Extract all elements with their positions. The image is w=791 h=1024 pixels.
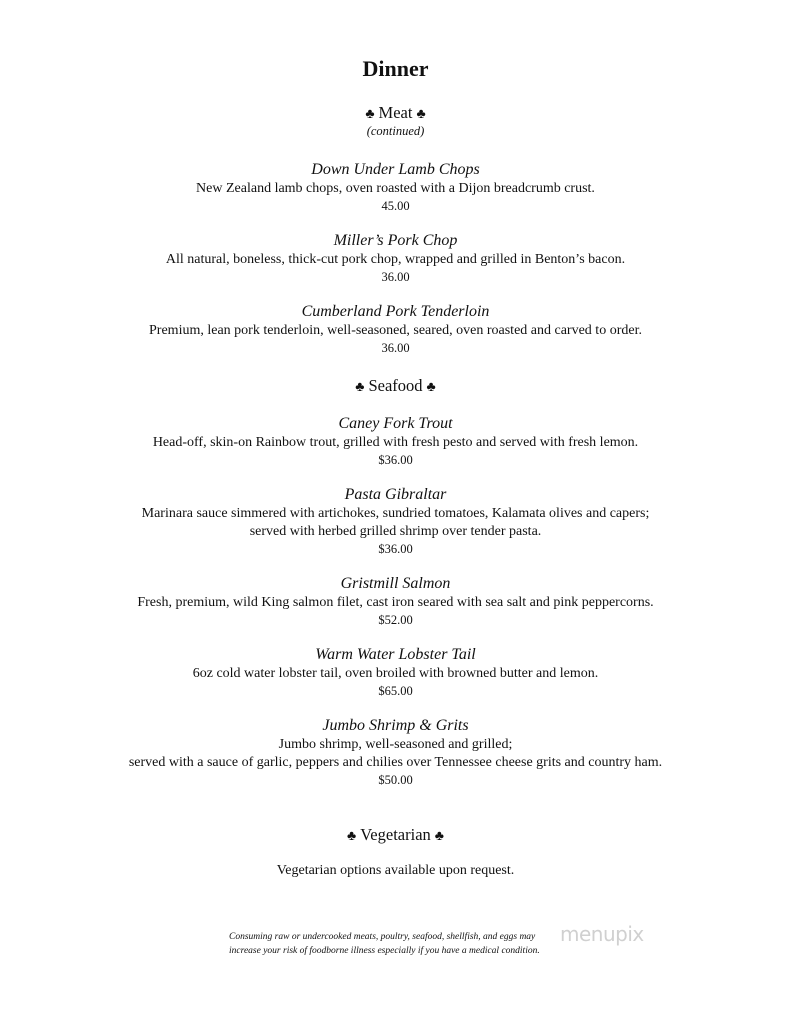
- item-description: Premium, lean pork tenderloin, well-seasoned, seared, oven roasted and carved to order.: [149, 323, 642, 338]
- item-description: served with a sauce of garlic, peppers and chilies over Tennessee cheese grits and country ham.: [128, 755, 663, 770]
- item-description: 6oz cold water lobster tail, oven broiled with browned butter and lemon.: [192, 666, 599, 681]
- club-icon: ♣: [365, 107, 375, 122]
- item-description: Jumbo shrimp, well-seasoned and grilled;: [278, 737, 513, 752]
- club-icon: ♣: [355, 380, 365, 395]
- item-description: New Zealand lamb chops, oven roasted with a Dijon breadcrumb crust.: [196, 181, 595, 196]
- menu-item: [0, 414, 791, 469]
- item-price: 36.00: [381, 270, 410, 284]
- item-name: Caney Fork Trout: [338, 415, 453, 432]
- item-price: 36.00: [381, 341, 410, 355]
- item-price: $36.00: [378, 453, 413, 467]
- item-name: Down Under Lamb Chops: [311, 161, 480, 178]
- section-heading-label: Vegetarian: [360, 825, 431, 844]
- item-price: $65.00: [378, 684, 413, 698]
- club-icon: ♣: [347, 829, 357, 844]
- item-name: Gristmill Salmon: [340, 575, 451, 592]
- item-price: $36.00: [378, 542, 413, 556]
- section-heading-label: Seafood: [368, 376, 423, 395]
- vegetarian-note: Vegetarian options available upon request.: [276, 863, 515, 878]
- page-title: Dinner: [362, 56, 429, 81]
- section-heading-meat: [0, 103, 791, 125]
- item-description: Marinara sauce simmered with artichokes, sundried tomatoes, Kalamata olives and capers;: [141, 506, 650, 521]
- club-icon: ♣: [426, 380, 436, 395]
- item-name: Pasta Gibraltar: [344, 486, 447, 503]
- item-name: Miller’s Pork Chop: [333, 232, 458, 249]
- item-price: $52.00: [378, 613, 413, 627]
- disclaimer-line: Consuming raw or undercooked meats, poultry, seafood, shellfish, and eggs may: [229, 932, 536, 942]
- disclaimer-line: increase your risk of foodborne illness especially if you have a medical condition.: [229, 946, 540, 956]
- item-price: $50.00: [378, 773, 413, 787]
- item-description: served with herbed grilled shrimp over tender pasta.: [249, 524, 542, 539]
- menu-item: [0, 716, 791, 789]
- menu-item: [0, 574, 791, 629]
- item-name: Warm Water Lobster Tail: [315, 646, 476, 663]
- club-icon: ♣: [416, 107, 426, 122]
- section-heading-label: Meat: [378, 103, 413, 122]
- food-safety-disclaimer: [229, 930, 569, 958]
- menu-item: [0, 485, 791, 558]
- item-name: Jumbo Shrimp & Grits: [322, 717, 469, 734]
- menupix-watermark: menupix: [560, 922, 644, 946]
- item-description: Fresh, premium, wild King salmon filet, cast iron seared with sea salt and pink peppercorns.: [137, 595, 654, 610]
- section-heading-seafood: [0, 376, 791, 398]
- section-heading-vegetarian: [0, 825, 791, 847]
- item-description: All natural, boneless, thick-cut pork chop, wrapped and grilled in Benton’s bacon.: [165, 252, 626, 267]
- club-icon: ♣: [434, 829, 444, 844]
- menu-item: [0, 231, 791, 286]
- section-note-continued: (continued): [366, 124, 425, 138]
- menu-item: [0, 160, 791, 215]
- item-description: Head-off, skin-on Rainbow trout, grilled with fresh pesto and served with fresh lemon.: [152, 435, 639, 450]
- item-name: Cumberland Pork Tenderloin: [301, 303, 490, 320]
- menu-item: [0, 645, 791, 700]
- menu-item: [0, 302, 791, 357]
- item-price: 45.00: [381, 199, 410, 213]
